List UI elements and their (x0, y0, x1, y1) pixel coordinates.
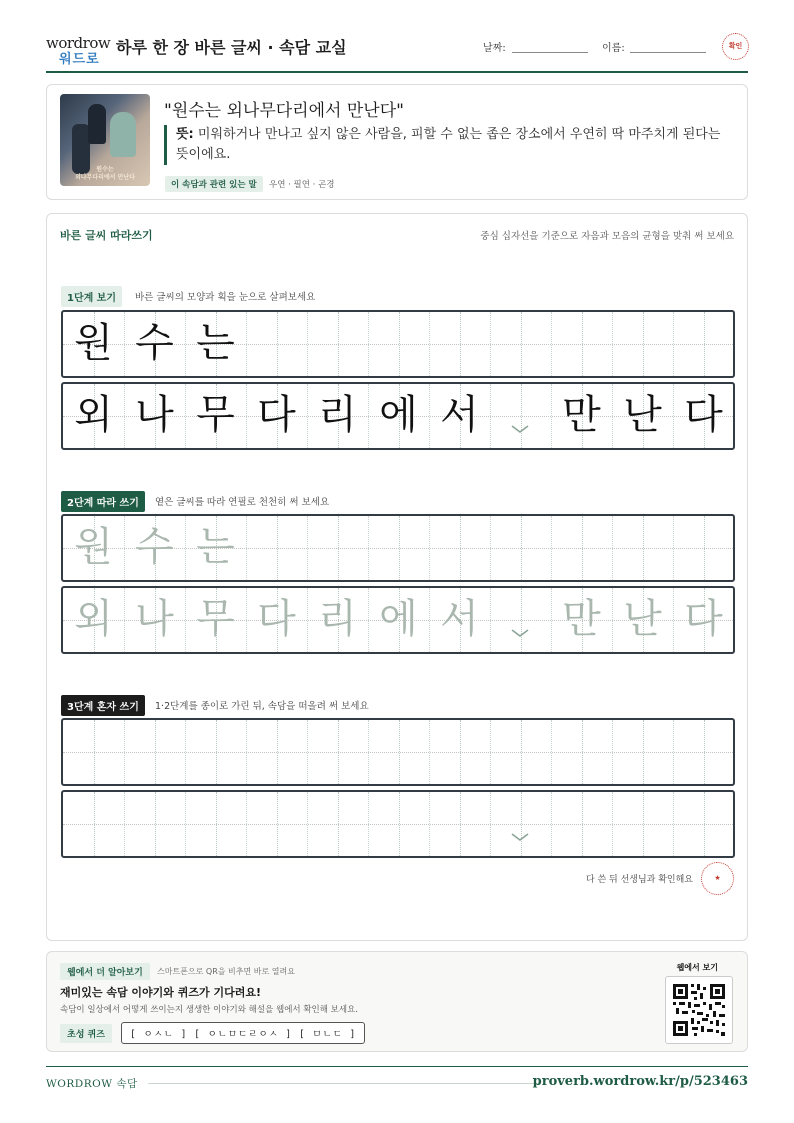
grid-line (643, 516, 644, 580)
grid-line (399, 312, 400, 376)
grid-line (551, 720, 552, 784)
proverb-quote: "원수는 외나무다리에서 만난다" (164, 101, 404, 121)
grid-line (246, 720, 247, 784)
practice-glyph: 수 (135, 524, 174, 570)
initial-consonant-quiz: [ ㅇㅅㄴ ] [ ㅇㄴㅁㄷㄹㅇㅅ ] [ ㅁㄴㄷ ] (121, 1022, 365, 1044)
step2-desc: 옅은 글씨를 따라 연필로 천천히 써 보세요 (155, 497, 330, 508)
practice-glyph: 외 (74, 392, 113, 438)
grid-line (521, 588, 522, 652)
grid-line (490, 588, 491, 652)
grid-line (643, 792, 644, 856)
grid-line (460, 516, 461, 580)
step3-row-2[interactable] (61, 790, 735, 858)
grid-line (368, 792, 369, 856)
grid-line (551, 312, 552, 376)
grid-line (673, 516, 674, 580)
practice-glyph: 외 (74, 596, 113, 642)
practice-glyph: 는 (196, 320, 235, 366)
proverb-illustration (60, 94, 150, 186)
grid-line (338, 516, 339, 580)
quiz-label: 초성 퀴즈 (60, 1024, 112, 1043)
grid-line (460, 792, 461, 856)
grid-line (429, 312, 430, 376)
grid-line (521, 792, 522, 856)
logo-text: wordrow (46, 34, 111, 52)
footer-rule (148, 1083, 538, 1084)
chevron-down-icon (511, 832, 529, 842)
logo-korean-text: 워드로 (59, 52, 100, 67)
grid-line (246, 516, 247, 580)
related-words-tag: 이 속담과 관련 있는 말 (165, 176, 263, 192)
grid-line (307, 312, 308, 376)
grid-line (704, 516, 705, 580)
grid-line (490, 384, 491, 448)
grid-line (704, 720, 705, 784)
qr-label: 웹에서 보기 (676, 963, 718, 972)
step1-tag: 1단계 보기 (61, 286, 122, 307)
grid-line (612, 516, 613, 580)
worksheet-header (46, 28, 748, 73)
grid-line (124, 792, 125, 856)
web-description: 속담이 일상에서 어떻게 쓰이는지 생생한 이야기와 해설을 웹에서 확인해 보세요. (60, 1005, 358, 1015)
grid-line (460, 312, 461, 376)
practice-glyph: 다 (684, 596, 723, 642)
grid-line (704, 312, 705, 376)
grid-line (399, 516, 400, 580)
footer-brand: WORDROW 속담 (46, 1078, 138, 1090)
practice-glyph: 나 (135, 596, 174, 642)
practice-glyph: 다 (684, 392, 723, 438)
practice-glyph: 난 (623, 596, 662, 642)
date-label: 날짜: (483, 43, 506, 54)
teacher-check-text: 다 쓴 뒤 선생님과 확인해요 (585, 875, 693, 885)
grid-line (277, 516, 278, 580)
grid-line (124, 720, 125, 784)
practice-glyph: 나 (135, 392, 174, 438)
practice-glyph: 리 (318, 596, 357, 642)
grid-line (429, 516, 430, 580)
chevron-down-icon (511, 424, 529, 434)
grid-line (551, 792, 552, 856)
grid-line (582, 792, 583, 856)
practice-glyph: 난 (623, 392, 662, 438)
practice-glyph: 만 (562, 392, 601, 438)
grid-line (246, 792, 247, 856)
grid-line (490, 312, 491, 376)
grid-line (307, 516, 308, 580)
step2-tag: 2단계 따라 쓰기 (61, 491, 145, 512)
grid-line (429, 792, 430, 856)
grid-line (612, 312, 613, 376)
grid-line (582, 720, 583, 784)
meaning-text: 미워하거나 만나고 싶지 않은 사람을, 피할 수 없는 좁은 장소에서 우연히 딱 마주치게 된다는 뜻이에요. (176, 127, 721, 162)
practice-glyph: 다 (257, 596, 296, 642)
related-words: 우연 · 필연 · 곤경 (269, 180, 335, 190)
practice-glyph: 에 (379, 392, 418, 438)
grid-line (521, 516, 522, 580)
grid-line (307, 720, 308, 784)
practice-glyph: 에 (379, 596, 418, 642)
web-headline: 재미있는 속담 이야기와 퀴즈가 기다려요! (60, 986, 261, 999)
grid-line (368, 516, 369, 580)
grid-line (185, 720, 186, 784)
grid-line (521, 312, 522, 376)
date-field[interactable] (512, 52, 588, 53)
grid-line (429, 720, 430, 784)
step2-row-2[interactable] (61, 586, 735, 654)
chevron-down-icon (511, 628, 529, 638)
grid-line (673, 720, 674, 784)
practice-glyph: 다 (257, 392, 296, 438)
grid-line (490, 792, 491, 856)
grid-line (399, 792, 400, 856)
grid-line (582, 516, 583, 580)
illustration-caption: 원수는 외나무다리에서 만난다 (74, 166, 136, 181)
step1-row-2 (61, 382, 735, 450)
name-label: 이름: (602, 43, 625, 54)
grid-line (368, 720, 369, 784)
grid-line (246, 312, 247, 376)
grid-line (307, 792, 308, 856)
practice-glyph: 수 (135, 320, 174, 366)
practice-glyph: 무 (196, 392, 235, 438)
web-more-tag: 웹에서 더 알아보기 (60, 963, 150, 980)
qr-hint: 스마트폰으로 QR을 비추면 바로 열려요 (157, 967, 295, 976)
step3-row-1[interactable] (61, 718, 735, 786)
grid-line (521, 384, 522, 448)
grid-line (277, 792, 278, 856)
qr-code-graphic (666, 977, 732, 1043)
grid-line (673, 312, 674, 376)
web-promo-card (46, 951, 748, 1052)
grid-line (338, 312, 339, 376)
grid-line (338, 792, 339, 856)
grid-line (216, 720, 217, 784)
practice-glyph: 는 (196, 524, 235, 570)
practice-section-note: 중심 십자선을 기준으로 자음과 모음의 균형을 맞춰 써 보세요 (480, 231, 734, 242)
wordrow-logo (46, 34, 111, 67)
grid-line (521, 720, 522, 784)
grid-line (643, 720, 644, 784)
practice-section-title: 바른 글씨 따라쓰기 (60, 229, 153, 242)
grid-line (94, 720, 95, 784)
step1-desc: 바른 글씨의 모양과 획을 눈으로 살펴보세요 (135, 292, 316, 303)
qr-code-icon[interactable] (665, 976, 733, 1044)
grid-line (704, 792, 705, 856)
step3-desc: 1·2단계를 종이로 가린 뒤, 속담을 떠올려 써 보세요 (155, 701, 369, 712)
grid-line (582, 312, 583, 376)
practice-glyph: 서 (440, 392, 479, 438)
practice-glyph: 원 (74, 524, 113, 570)
grid-line (399, 720, 400, 784)
grid-line (155, 720, 156, 784)
grid-line (368, 312, 369, 376)
grid-line (490, 516, 491, 580)
practice-glyph: 리 (318, 392, 357, 438)
name-field[interactable] (630, 52, 706, 53)
page-title: 하루 한 장 바른 글씨 · 속담 교실 (116, 38, 347, 57)
footer-divider (46, 1066, 748, 1067)
grid-line (551, 516, 552, 580)
grid-line (673, 792, 674, 856)
practice-glyph: 무 (196, 596, 235, 642)
grid-line (94, 792, 95, 856)
step3-tag: 3단계 혼자 쓰기 (61, 695, 145, 716)
practice-glyph: 만 (562, 596, 601, 642)
grid-line (155, 792, 156, 856)
proverb-meaning (164, 125, 726, 165)
practice-glyph: 원 (74, 320, 113, 366)
grid-line (216, 792, 217, 856)
proverb-info-card (46, 84, 748, 200)
step2-row-1[interactable] (61, 514, 735, 582)
grid-line (277, 312, 278, 376)
good-job-stamp-icon: ★ (701, 862, 734, 895)
grid-line (490, 720, 491, 784)
grid-line (277, 720, 278, 784)
confirm-stamp-icon: 확인 (722, 33, 749, 60)
practice-card (46, 213, 748, 941)
grid-line (185, 792, 186, 856)
grid-line (643, 312, 644, 376)
meaning-label: 뜻: (176, 127, 194, 142)
grid-line (612, 720, 613, 784)
grid-line (612, 792, 613, 856)
grid-line (338, 720, 339, 784)
grid-line (460, 720, 461, 784)
step1-row-1 (61, 310, 735, 378)
practice-glyph: 서 (440, 596, 479, 642)
footer-url-link[interactable]: proverb.wordrow.kr/p/523463 (532, 1074, 748, 1089)
